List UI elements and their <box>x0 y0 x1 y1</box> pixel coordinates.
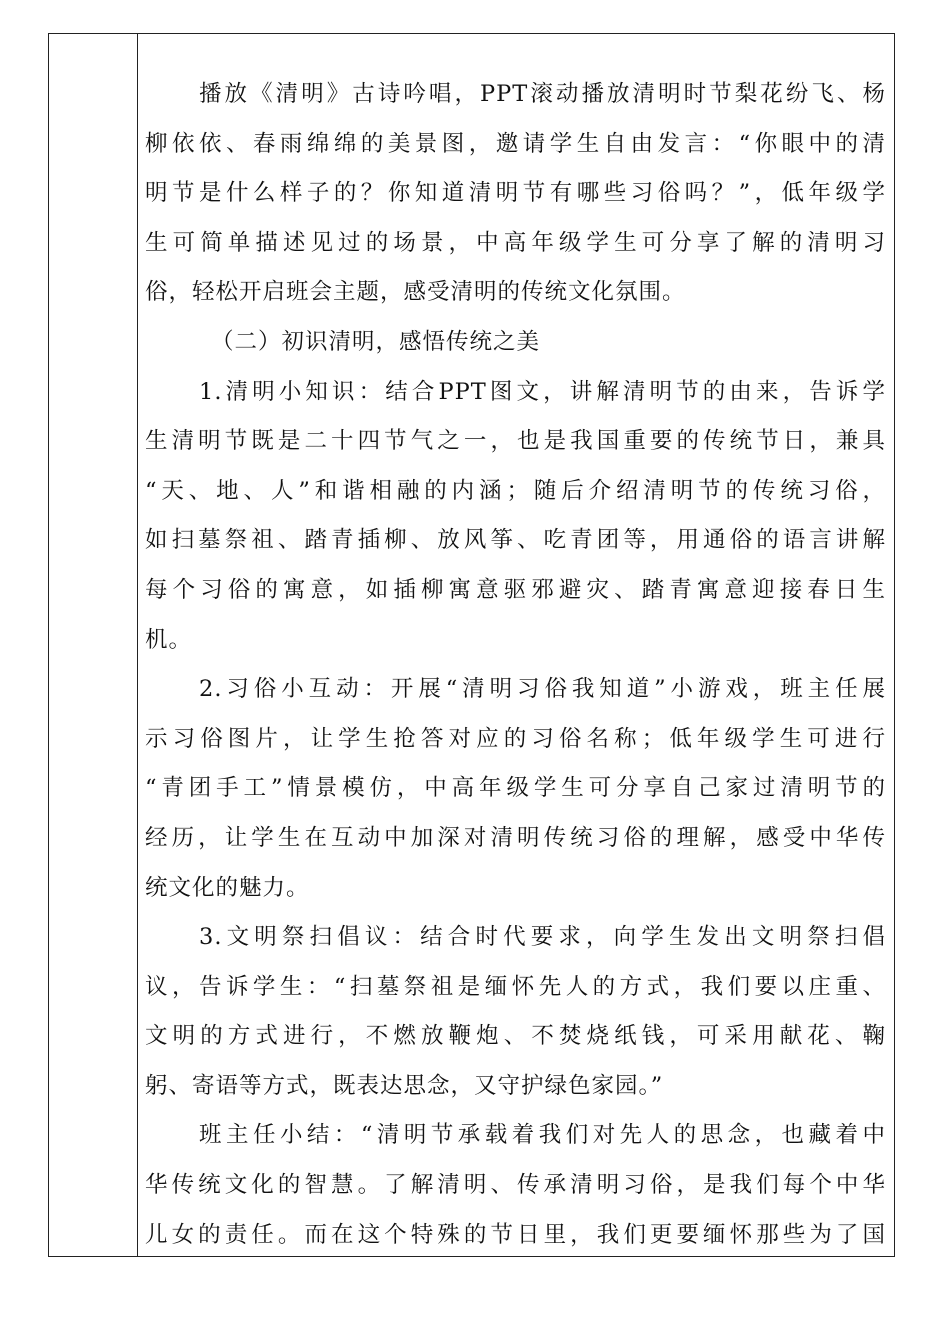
paragraph-line: 统文化的魅力。 <box>145 874 310 901</box>
paragraph-line: 经历，让学生在互动中加深对清明传统习俗的理解，感受中华传 <box>145 824 886 851</box>
paragraph-line: 生可简单描述见过的场景，中高年级学生可分享了解的清明习 <box>145 229 886 256</box>
paragraph-line: 班主任小结：“清明节承载着我们对先人的思念，也藏着中 <box>199 1122 886 1149</box>
paragraph-line: 俗，轻松开启班会主题，感受清明的传统文化氛围。 <box>145 279 686 306</box>
paragraph-line: 躬、寄语等方式，既表达思念，又守护绿色家园。” <box>145 1072 664 1099</box>
paragraph-line: 文明的方式进行，不燃放鞭炮、不焚烧纸钱，可采用献花、鞠 <box>145 1023 886 1050</box>
content-cell <box>145 70 886 1260</box>
paragraph-line: 华传统文化的智慧。了解清明、传承清明习俗，是我们每个中华 <box>145 1172 886 1199</box>
paragraph-line: 示习俗图片，让学生抢答对应的习俗名称；低年级学生可进行 <box>145 725 886 752</box>
paragraph-line: 3.文明祭扫倡议：结合时代要求，向学生发出文明祭扫倡 <box>199 924 886 951</box>
paragraph-line: 播放《清明》古诗吟唱，PPT滚动播放清明时节梨花纷飞、杨 <box>199 81 886 107</box>
paragraph-line: 每个习俗的寓意，如插柳寓意驱邪避灾、踏青寓意迎接春日生 <box>145 576 886 603</box>
section-heading: （二）初识清明，感悟传统之美 <box>211 328 541 355</box>
paragraph-line: 柳依依、春雨绵绵的美景图，邀请学生自由发言：“你眼中的清 <box>145 130 886 157</box>
paragraph-line: 机。 <box>145 626 193 653</box>
paragraph-line: 议，告诉学生：“扫墓祭祖是缅怀先人的方式，我们要以庄重、 <box>145 973 886 1000</box>
paragraph-line: 生清明节既是二十四节气之一，也是我国重要的传统节日，兼具 <box>145 428 886 455</box>
column-divider <box>137 34 138 1256</box>
paragraph-line: “天、地、人”和谐相融的内涵；随后介绍清明节的传统习俗， <box>145 477 886 504</box>
paragraph-line: 2.习俗小互动：开展“清明习俗我知道”小游戏，班主任展 <box>199 676 886 703</box>
lesson-plan-table <box>48 33 895 1257</box>
paragraph-line: 明节是什么样子的？你知道清明节有哪些习俗吗？”，低年级学 <box>145 180 886 207</box>
paragraph-line: 儿女的责任。而在这个特殊的节日里，我们更要缅怀那些为了国 <box>145 1221 886 1248</box>
paragraph-line: “青团手工”情景模仿，中高年级学生可分享自己家过清明节的 <box>145 775 886 802</box>
paragraph-line: 1.清明小知识：结合PPT图文，讲解清明节的由来，告诉学 <box>199 378 886 405</box>
paragraph-line: 如扫墓祭祖、踏青插柳、放风筝、吃青团等，用通俗的语言讲解 <box>145 527 886 554</box>
